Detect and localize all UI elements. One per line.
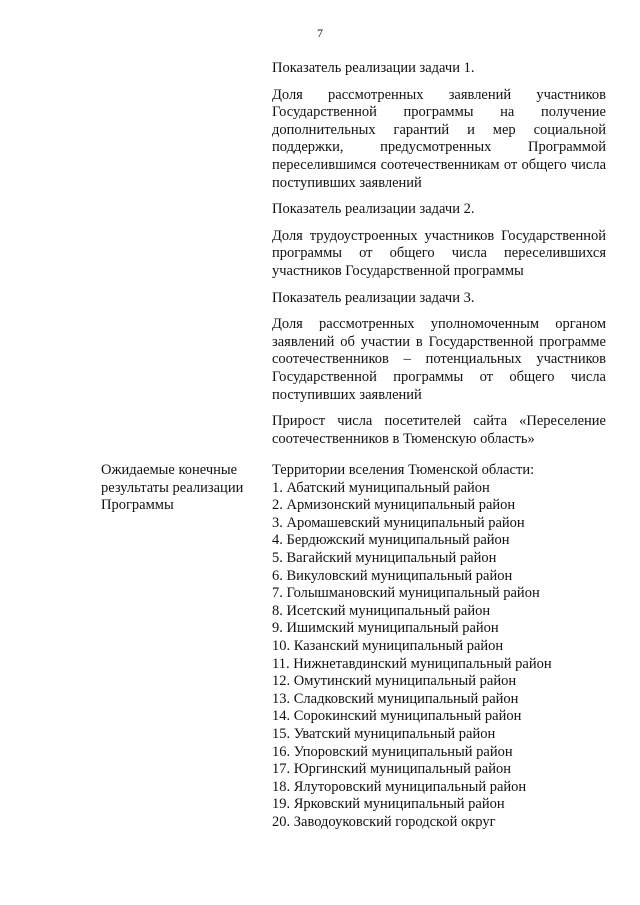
task-2-indicator-heading: Показатель реализации задачи 2. [272,201,475,218]
list-item: 3. Аромашевский муниципальный район [272,514,525,531]
list-item: 7. Голышмановский муниципальный район [272,585,540,602]
list-item: 20. Заводоуковский городской округ [272,813,496,830]
task-2-indicator-text: Доля трудоустроенных участников Государственной программы от общего числа переселившихся участников Государственной программы [272,227,606,279]
list-item: 15. Уватский муниципальный район [272,725,496,742]
list-item: 6. Викуловский муниципальный район [272,567,513,584]
list-item: 16. Упоровский муниципальный район [272,743,513,760]
task-3-indicator-text: Доля рассмотренных уполномоченным органом заявлений об участии в Государственной программе соотечественников – потенциальных участников Государственной программы от общего числа поступивших заявлений [272,316,606,403]
list-item: 2. Армизонский муниципальный район [272,497,516,514]
list-item: 4. Бердюжский муниципальный район [272,532,510,549]
expected-results-label: Ожидаемые конечные результаты реализации Программы [101,462,244,514]
task-1-indicator-text: Доля рассмотренных заявлений участников Государственной программы на получение дополнительных гарантий и мер социальной поддержки, предусмотренных Программой переселившимся соотечественникам от общего числа поступивших заявлений [272,86,606,191]
list-item: 5. Вагайский муниципальный район [272,549,497,566]
list-item: 18. Ялуторовский муниципальный район [272,778,527,795]
list-item: 1. Абатский муниципальный район [272,479,490,496]
list-item: 10. Казанский муниципальный район [272,637,504,654]
task-3-indicator-heading: Показатель реализации задачи 3. [272,289,475,306]
list-item: 12. Омутинский муниципальный район [272,673,517,690]
list-item: 17. Юргинский муниципальный район [272,761,511,778]
list-item: 14. Сорокинский муниципальный район [272,708,522,725]
page-number: 7 [317,26,323,40]
expected-results-section [272,462,606,831]
list-item: 8. Исетский муниципальный район [272,602,491,619]
list-item: 13. Сладковский муниципальный район [272,690,519,707]
task-1-indicator-heading: Показатель реализации задачи 1. [272,60,475,76]
list-item: 19. Ярковский муниципальный район [272,796,505,813]
list-item: 11. Нижнетавдинский муниципальный район [272,655,552,672]
indicators-section [272,60,606,457]
territories-list [272,480,606,832]
list-item: 9. Ишимский муниципальный район [272,620,499,637]
territories-list-title: Территории вселения Тюменской области: [272,462,535,478]
website-visitors-indicator-text: Прирост числа посетителей сайта «Переселение соотечественников в Тюменскую область» [272,413,606,447]
